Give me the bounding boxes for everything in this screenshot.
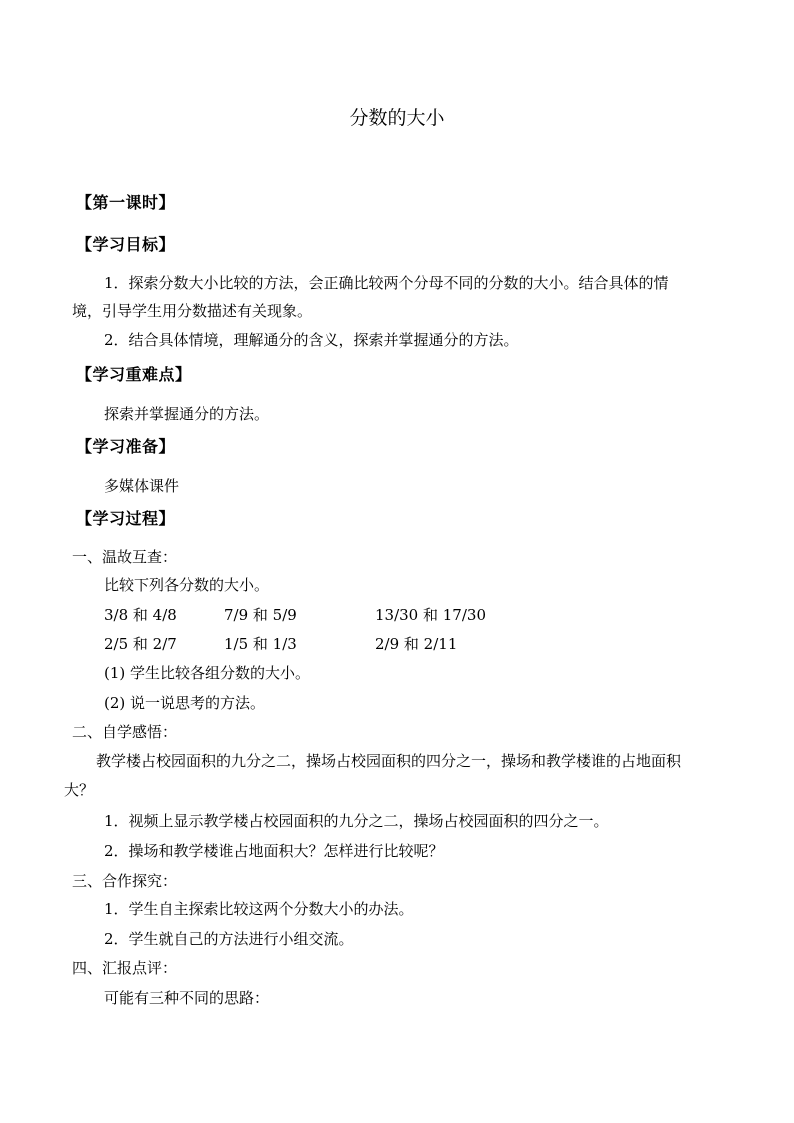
section-3-item-1: 1．学生自主探索比较这两个分数大小的办法。 xyxy=(104,900,414,918)
fraction-pair: 7/9 和 5/9 xyxy=(224,606,297,624)
section-1-intro: 比较下列各分数的大小。 xyxy=(104,576,270,594)
section-2-question-line-2: 大？ xyxy=(64,781,95,799)
section-2-label: 二、自学感悟： xyxy=(72,723,178,741)
section-3-item-2: 2．学生就自己的方法进行小组交流。 xyxy=(104,930,354,948)
objective-1-line-1: 1．探索分数大小比较的方法，会正确比较两个分母不同的分数的大小。结合具体的情 xyxy=(104,274,669,292)
objective-1-line-2: 境，引导学生用分数描述有关现象。 xyxy=(72,302,313,320)
preparation-heading: 【学习准备】 xyxy=(76,437,176,456)
section-4-label: 四、汇报点评： xyxy=(72,959,178,977)
process-heading: 【学习过程】 xyxy=(76,509,176,528)
section-1-step-1: (1) 学生比较各组分数的大小。 xyxy=(104,664,311,682)
section-2-item-2: 2．操场和教学楼谁占地面积大？怎样进行比较呢？ xyxy=(104,842,444,860)
section-1-step-2: (2) 说一说思考的方法。 xyxy=(104,694,266,712)
lesson-label: 【第一课时】 xyxy=(76,193,176,212)
section-3-label: 三、合作探究： xyxy=(72,872,178,890)
key-points-text: 探索并掌握通分的方法。 xyxy=(104,405,270,423)
fraction-pair: 13/30 和 17/30 xyxy=(375,606,486,624)
page-title: 分数的大小 xyxy=(349,107,445,129)
fraction-pair: 1/5 和 1/3 xyxy=(224,635,297,653)
section-1-label: 一、温故互查： xyxy=(72,548,178,566)
fraction-pair: 2/5 和 2/7 xyxy=(104,635,177,653)
fraction-pair: 2/9 和 2/11 xyxy=(375,635,458,653)
fraction-pair: 3/8 和 4/8 xyxy=(104,606,177,624)
objectives-heading: 【学习目标】 xyxy=(76,235,176,254)
section-4-text: 可能有三种不同的思路： xyxy=(104,989,270,1007)
preparation-text: 多媒体课件 xyxy=(104,477,180,495)
section-2-question-line-1: 教学楼占校园面积的九分之二，操场占校园面积的四分之一，操场和教学楼谁的占地面积 xyxy=(96,752,682,770)
key-points-heading: 【学习重难点】 xyxy=(76,365,192,384)
objective-2: 2．结合具体情境，理解通分的含义，探索并掌握通分的方法。 xyxy=(104,331,519,349)
section-2-item-1: 1．视频上显示教学楼占校园面积的九分之二，操场占校园面积的四分之一。 xyxy=(104,812,609,830)
